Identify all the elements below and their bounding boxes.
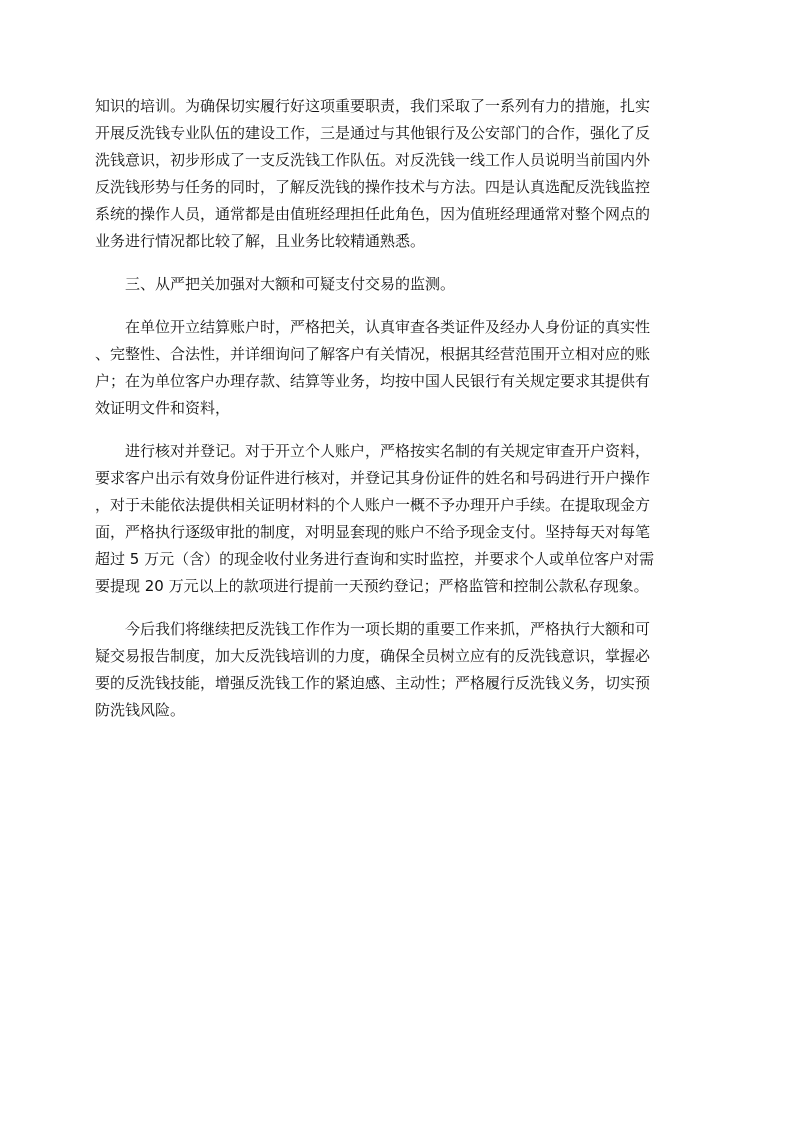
paragraph-training (95, 93, 699, 255)
text-line: 效证明文件和资料， (95, 399, 231, 417)
text-line: 超过 5 万元（含）的现金收付业务进行查询和实时监控，并要求个人或单位客户对需 (95, 550, 655, 568)
text-line: 面，严格执行逐级审批的制度，对明显套现的账户不给予现金支付。坚持每天对每笔 (95, 523, 651, 541)
text-line: 反洗钱形势与任务的同时，了解反洗钱的操作技术与方法。四是认真选配反洗钱监控 (95, 178, 651, 196)
paragraph-personal-accounts (95, 438, 699, 600)
paragraph-future-work (95, 616, 699, 724)
text-line: 户；在为单位客户办理存款、结算等业务，均按中国人民银行有关规定要求其提供有 (95, 372, 651, 390)
text-line: 知识的培训。为确保切实履行好这项重要职责，我们采取了一系列有力的措施，扎实 (95, 97, 651, 115)
paragraph-unit-accounts (95, 314, 699, 422)
text-line: 开展反洗钱专业队伍的建设工作，三是通过与其他银行及公安部门的合作，强化了反 (95, 124, 651, 142)
text-line: 在单位开立结算账户时，严格把关，认真审查各类证件及经办人身份证的真实性 (125, 318, 651, 336)
text-line: 进行核对并登记。对于开立个人账户，严格按实名制的有关规定审查开户资料， (125, 442, 651, 460)
text-line: 、完整性、合法性，并详细询问了解客户有关情况，根据其经营范围开立相对应的账 (95, 345, 651, 363)
text-line: 防洗钱风险。 (95, 701, 186, 719)
text-line: 洗钱意识，初步形成了一支反洗钱工作队伍。对反洗钱一线工作人员说明当前国内外 (95, 151, 651, 169)
text-line: 系统的操作人员，通常都是由值班经理担任此角色，因为值班经理通常对整个网点的 (95, 205, 651, 223)
text-line: 今后我们将继续把反洗钱工作作为一项长期的重要工作来抓，严格执行大额和可 (125, 620, 651, 638)
text-line: 业务进行情况都比较了解，且业务比较精通熟悉。 (95, 232, 426, 250)
text-line: ，对于未能依法提供相关证明材料的个人账户一概不予办理开户手续。在提取现金方 (95, 496, 651, 514)
text-line: 三、从严把关加强对大额和可疑支付交易的监测。 (125, 275, 456, 293)
text-line: 疑交易报告制度，加大反洗钱培训的力度，确保全员树立应有的反洗钱意识，掌握必 (95, 647, 651, 665)
text-line: 要提现 20 万元以上的款项进行提前一天预约登记；严格监管和控制公款私存现象。 (95, 577, 649, 595)
text-line: 要求客户出示有效身份证件进行核对，并登记其身份证件的姓名和号码进行开户操作 (95, 469, 651, 487)
section-heading (95, 271, 699, 298)
text-line: 要的反洗钱技能，增强反洗钱工作的紧迫感、主动性；严格履行反洗钱义务，切实预 (95, 674, 651, 692)
document-body (95, 93, 699, 724)
